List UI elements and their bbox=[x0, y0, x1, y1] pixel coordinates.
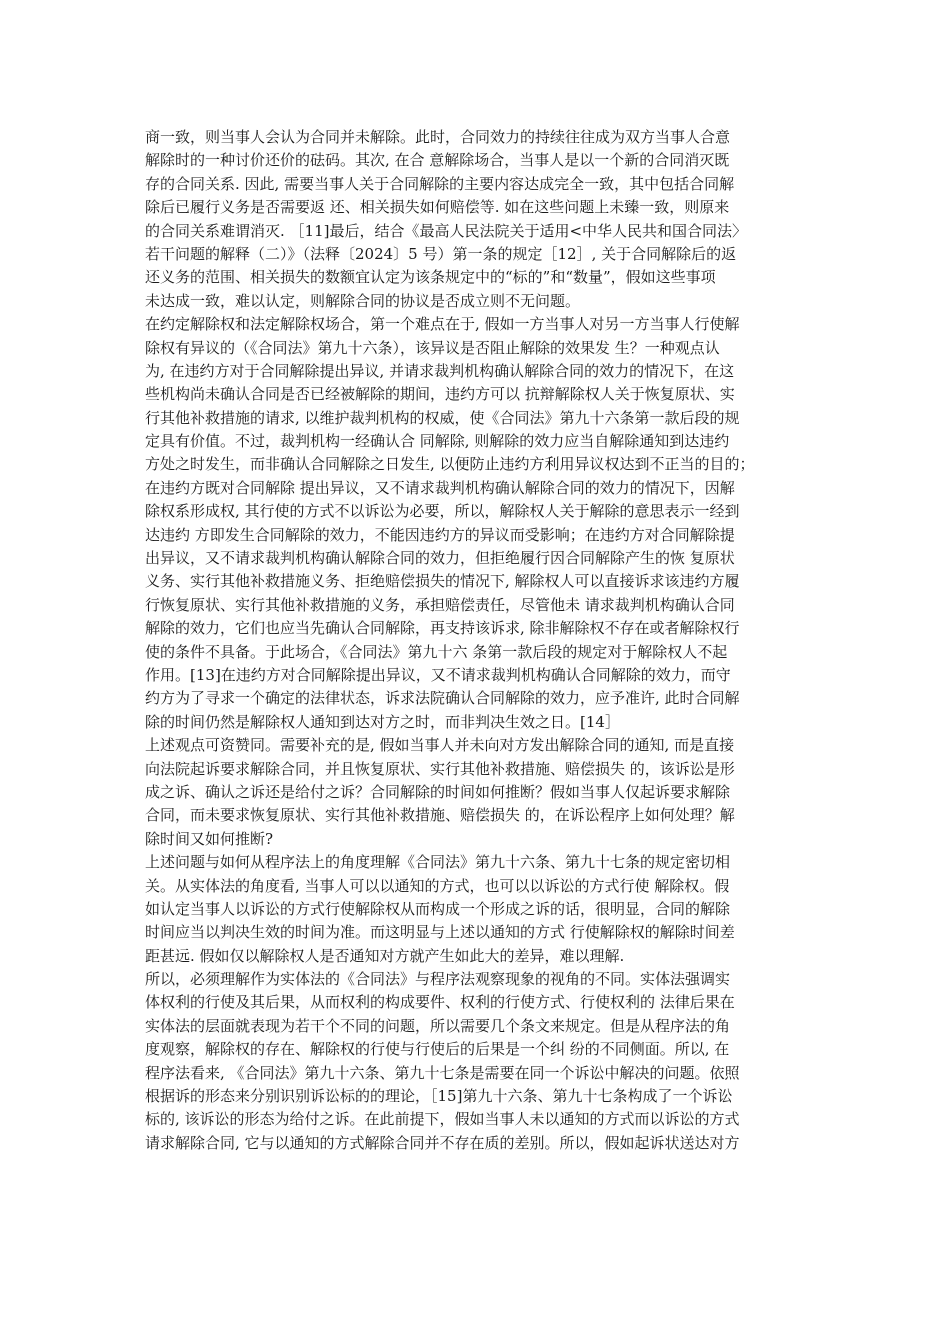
text-line: 在约定解除权和法定解除权场合，第一个难点在于, 假如一方当事人对另一方当事人行使解 bbox=[145, 315, 740, 334]
text-line: 在违约方既对合同解除 提出异议，又不请求裁判机构确认解除合同的效力的情况下，因解 bbox=[145, 478, 735, 497]
text-line: 度观察，解除权的存在、解除权的行使与行使后的后果是一个纠 纷的不同侧面。所以, 在 bbox=[145, 1040, 730, 1059]
text-line: 商一致，则当事人会认为合同并未解除。此时，合同效力的持续往往成为双方当事人合意 bbox=[145, 128, 731, 146]
text-line: 方处之时发生，而非确认合同解除之日发生, 以便防止违约方利用异议权达到不正当的目的； bbox=[145, 455, 755, 474]
text-line: 定具有价值。不过，裁判机构一经确认合 同解除, 则解除的效力应当自解除通知到达违约 bbox=[145, 432, 730, 451]
text-line: 体权利的行使及其后果，从而权利的构成要件、权利的行使方式、行使权利的 法律后果在 bbox=[145, 993, 735, 1012]
text-line: 未达成一致，难以认定，则解除合同的协议是否成立则不无问题。 bbox=[145, 291, 581, 310]
text-line: 时间应当以判决生效的时间为准。而这明显与上述以通知的方式 行使解除权的解除时间差 bbox=[145, 923, 735, 942]
text-line: 上述观点可资赞同。需要补充的是, 假如当事人并未向对方发出解除合同的通知, 而是直接 bbox=[145, 736, 735, 755]
text-line: 距甚远. 假如仅以解除权人是否通知对方就产生如此大的差异，难以理解. bbox=[145, 946, 625, 965]
text-line: 除的时间仍然是解除权人通知到达对方之时，而非判决生效之日。[14］ bbox=[145, 712, 620, 731]
text-line: 行其他补救措施的请求, 以维护裁判机构的权威，使《合同法》第九十六条第一款后段的规 bbox=[145, 408, 740, 427]
text-line: 上述问题与如何从程序法上的角度理解《合同法》第九十六条、第九十七条的规定密切相 bbox=[145, 853, 731, 872]
text-line: 成之诉、确认之诉还是给付之诉？合同解除的时间如何推断？假如当事人仅起诉要求解除 bbox=[145, 782, 731, 801]
text-line: 存的合同关系. 因此, 需要当事人关于合同解除的主要内容达成完全一致，其中包括合同解 bbox=[145, 174, 735, 193]
text-line: 解除时的一种讨价还价的砝码。其次, 在合 意解除场合，当事人是以一个新的合同消灭既 bbox=[145, 151, 730, 170]
text-line: 标的, 该诉讼的形态为给付之诉。在此前提下，假如当事人未以通知的方式而以诉讼的方式 bbox=[145, 1110, 740, 1129]
text-line: 实体法的层面就表现为若干个不同的问题，所以需要几个条文来规定。但是从程序法的角 bbox=[145, 1016, 731, 1035]
text-line: 除权有异议的（《合同法》第九十六条），该异议是否阻止解除的效果发 生？一种观点认 bbox=[145, 338, 720, 357]
text-line: 为, 在违约方对于合同解除提出异议, 并请求裁判机构确认解除合同的效力的情况下，在这 bbox=[145, 361, 735, 380]
text-line: 行恢复原状、实行其他补救措施的义务，承担赔偿责任，尽管他未 请求裁判机构确认合同 bbox=[145, 595, 735, 614]
text-line: 合同，而未要求恢复原状、实行其他补救措施、赔偿损失 的，在诉讼程序上如何处理？解 bbox=[145, 806, 735, 825]
text-line: 所以，必须理解作为实体法的《合同法》与程序法观察现象的视角的不同。实体法强调实 bbox=[145, 970, 731, 989]
text-line: 关。从实体法的角度看, 当事人可以以通知的方式，也可以以诉讼的方式行使 解除权。假 bbox=[145, 876, 730, 895]
text-line: 请求解除合同, 它与以通知的方式解除合同并不存在质的差别。所以，假如起诉状送达对方 bbox=[145, 1133, 740, 1152]
text-line: 达违约 方即发生合同解除的效力，不能因违约方的异议而受影响；在违约方对合同解除提 bbox=[145, 525, 735, 544]
text-line: 若干问题的解释（二）》（法释〔2024〕5 号）第一条的规定［12］, 关于合同解除后的返 bbox=[145, 244, 737, 263]
text-line: 约方为了寻求一个确定的法律状态，诉求法院确认合同解除的效力，应予准许, 此时合同解 bbox=[145, 689, 740, 708]
text-line: 除后已履行义务是否需要返 还、相关损失如何赔偿等. 如在这些问题上未臻一致，则原来 bbox=[145, 198, 730, 217]
text-line: 除时间又如何推断? bbox=[145, 829, 274, 848]
text-line: 程序法看来, 《合同法》第九十六条、第九十七条是需要在同一个诉讼中解决的问题。依照 bbox=[145, 1063, 740, 1082]
text-line: 还义务的范围、相关损失的数额宜认定为该条规定中的“标的”和“数量”，假如这些事项 bbox=[145, 268, 716, 287]
text-line: 除权系形成权, 其行使的方式不以诉讼为必要，所以，解除权人关于解除的意思表示一经到 bbox=[145, 502, 740, 521]
text-line: 向法院起诉要求解除合同，并且恢复原状、实行其他补救措施、赔偿损失 的，该诉讼是形 bbox=[145, 759, 735, 778]
text-line: 出异议，又不请求裁判机构确认解除合同的效力，但拒绝履行因合同解除产生的恢 复原状 bbox=[145, 549, 735, 568]
document-body-text bbox=[145, 126, 815, 1155]
text-line: 作用。[13]在违约方对合同解除提出异议，又不请求裁判机构确认合同解除的效力，而守 bbox=[145, 665, 731, 684]
text-line: 解除的效力，它们也应当先确认合同解除，再支持该诉求, 除非解除权不存在或者解除权行 bbox=[145, 619, 740, 638]
text-line: 的合同关系难谓消灭. ［11]最后，结合《最高人民法院关于适用<中华人民共和国合同法〉 bbox=[145, 221, 748, 240]
text-line: 使的条件不具备。于此场合，《合同法》第九十六 条第一款后段的规定对于解除权人不起 bbox=[145, 642, 728, 661]
text-line: 根据诉的形态来分别识别诉讼标的的理论，［15]第九十六条、第九十七条构成了一个诉讼 bbox=[145, 1087, 733, 1106]
text-line: 如认定当事人以诉讼的方式行使解除权从而构成一个形成之诉的话，很明显，合同的解除 bbox=[145, 899, 731, 918]
text-line: 些机构尚未确认合同是否已经被解除的期间，违约方可以 抗辩解除权人关于恢复原状、实 bbox=[145, 385, 735, 404]
text-line: 义务、实行其他补救措施义务、拒绝赔偿损失的情况下, 解除权人可以直接诉求该违约方履 bbox=[145, 572, 740, 591]
